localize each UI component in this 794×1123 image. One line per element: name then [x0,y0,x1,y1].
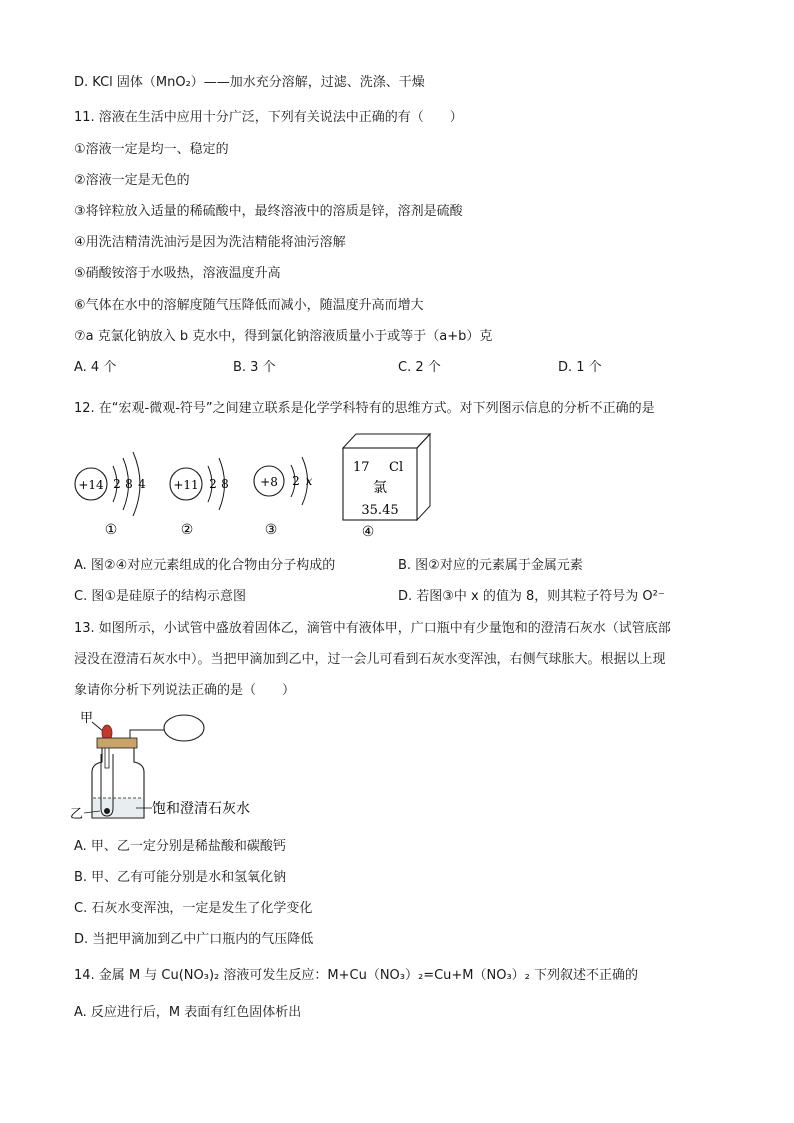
svg-text:x: x [305,474,313,488]
svg-text:35.45: 35.45 [361,503,399,518]
q11-option-c: C. 2 个 [398,360,441,375]
svg-text:甲: 甲 [80,711,94,726]
svg-text:2: 2 [113,477,121,491]
q11-option-d: D. 1 个 [558,360,602,375]
q13-stem-line-3: 象请你分析下列说法正确的是（ ） [74,683,296,698]
q12-stem: 12. 在“宏观-微观-符号”之间建立联系是化学学科特有的思维方式。对下列图示信息的分析不正确的是 [74,401,655,416]
q11-item-2: ②溶液一定是无色的 [74,173,190,188]
svg-text:饱和澄清石灰水: 饱和澄清石灰水 [152,801,250,817]
q11-item-3: ③将锌粒放入适量的稀硫酸中，最终溶液中的溶质是锌，溶剂是硫酸 [74,204,463,219]
q13-option-c: C. 石灰水变浑浊，一定是发生了化学变化 [74,901,313,916]
q12-figures [0,428,794,548]
svg-text:2: 2 [292,474,300,488]
svg-text:8: 8 [221,477,229,491]
q13-apparatus-figure [70,708,330,828]
svg-text:④: ④ [361,524,375,540]
svg-text:氯: 氯 [373,480,387,496]
svg-text:17: 17 [353,460,370,475]
q13-stem-line-1: 13. 如图所示，小试管中盛放着固体乙，滴管中有液体甲，广口瓶中有少量饱和的澄清石灰水（试管底部 [74,621,671,636]
q13-option-b: B. 甲、乙有可能分别是水和氢氧化钠 [74,870,287,885]
svg-text:Cl: Cl [389,460,404,475]
svg-text:+14: +14 [78,478,104,492]
svg-text:①: ① [104,522,118,538]
svg-text:+11: +11 [173,478,199,492]
q11-item-5: ⑤硝酸铵溶于水吸热，溶液温度升高 [74,266,281,281]
svg-text:②: ② [180,522,194,538]
svg-text:+8: +8 [260,475,278,489]
svg-text:乙: 乙 [70,807,84,822]
q11-item-7: ⑦a 克氯化钠放入 b 克水中，得到氯化钠溶液质量小于或等于（a+b）克 [74,329,493,344]
q14-option-a: A. 反应进行后，M 表面有红色固体析出 [74,1005,302,1020]
q11-option-a: A. 4 个 [74,360,117,375]
q11-item-4: ④用洗洁精清洗油污是因为洗洁精能将油污溶解 [74,235,346,250]
q11-item-1: ①溶液一定是均一、稳定的 [74,142,229,157]
q12-fig1-atom-diagram [75,452,146,538]
q11-option-b: B. 3 个 [233,360,276,375]
q12-option-b: B. 图②对应的元素属于金属元素 [398,558,583,573]
svg-text:4: 4 [138,477,146,491]
svg-text:2: 2 [209,477,217,491]
q12-option-d: D. 若图③中 x 的值为 8，则其粒子符号为 O²⁻ [398,589,665,604]
svg-text:8: 8 [125,477,133,491]
q13-option-a: A. 甲、乙一定分别是稀盐酸和碳酸钙 [74,839,286,854]
q14-stem: 14. 金属 M 与 Cu(NO₃)₂ 溶液可发生反应：M+Cu（NO₃）₂=Cu+M（NO₃）₂ 下列叙述不正确的 [74,968,639,983]
q12-fig4-element-cell [343,434,430,540]
q12-fig3-atom-diagram [254,457,313,538]
q11-item-6: ⑥气体在水中的溶解度随气压降低而减小，随温度升高而增大 [74,298,424,313]
q12-fig2-atom-diagram [170,458,229,538]
q13-stem-line-2: 浸没在澄清石灰水中）。当把甲滴加到乙中，过一会儿可看到石灰水变浑浊，右侧气球胀大。根据以上现 [74,652,666,667]
q13-option-d: D. 当把甲滴加到乙中广口瓶内的气压降低 [74,932,314,947]
q11-stem: 11. 溶液在生活中应用十分广泛，下列有关说法中正确的有（ ） [74,110,463,125]
q12-option-a: A. 图②④对应元素组成的化合物由分子构成的 [74,558,336,573]
q10-option-d: D. KCl 固体（MnO₂）——加水充分溶解，过滤、洗涤、干燥 [74,75,425,90]
q12-option-c: C. 图①是硅原子的结构示意图 [74,589,246,604]
svg-text:③: ③ [264,522,278,538]
